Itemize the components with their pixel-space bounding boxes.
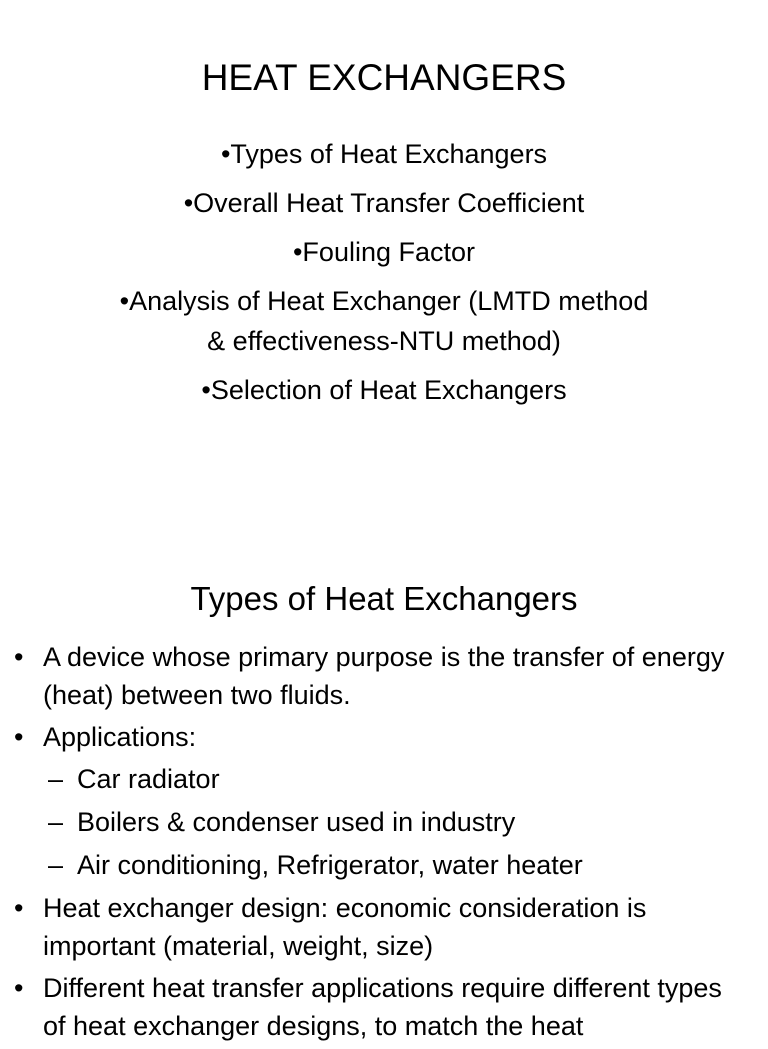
topic-item: •Selection of Heat Exchangers: [201, 375, 567, 405]
bullet-text: A device whose primary purpose is the transfer of energy (heat) between two fluids.: [43, 642, 725, 710]
sub-bullet-item: [0, 846, 768, 884]
bullet-item: [0, 638, 768, 714]
sub-bullet-item: [0, 803, 768, 841]
sub-bullet-text: Air conditioning, Refrigerator, water heater: [77, 850, 583, 880]
topic-item: [0, 281, 768, 361]
slide-heat-exchangers-overview: [0, 0, 768, 500]
bullet-marker: •: [14, 973, 24, 1003]
sub-bullet-text: Car radiator: [77, 764, 220, 794]
dash-marker: –: [48, 764, 64, 794]
dash-marker: –: [48, 850, 64, 880]
slide-title: HEAT EXCHANGERS: [201, 57, 567, 98]
bullet-item: [0, 969, 768, 1045]
topic-line: & effectiveness-NTU method): [207, 326, 561, 356]
dash-marker: –: [48, 807, 64, 837]
bullet-item: [0, 889, 768, 965]
topics-list: [0, 134, 768, 419]
topic-item: •Types of Heat Exchangers: [220, 139, 548, 169]
sub-bullet-text: Boilers & condenser used in industry: [77, 807, 516, 837]
bullet-text: Different heat transfer applications require different types of heat exchanger designs, to match the heat: [43, 973, 722, 1041]
bullet-marker: •: [14, 642, 24, 672]
topic-line: •Analysis of Heat Exchanger (LMTD method: [119, 286, 649, 316]
bullet-text: Applications:: [43, 722, 197, 752]
bullet-text: Heat exchanger design: economic consideration is important (material, weight, size): [43, 893, 647, 961]
slide-types-of-heat-exchangers: [0, 560, 768, 1041]
sub-bullet-item: [0, 760, 768, 798]
bullet-list: [0, 638, 768, 1049]
bullet-marker: •: [14, 722, 24, 752]
slide-title: Types of Heat Exchangers: [190, 580, 578, 617]
topic-item: •Overall Heat Transfer Coefficient: [183, 188, 585, 218]
bullet-item: [0, 718, 768, 756]
topic-item: •Fouling Factor: [292, 237, 476, 267]
bullet-marker: •: [14, 893, 24, 923]
